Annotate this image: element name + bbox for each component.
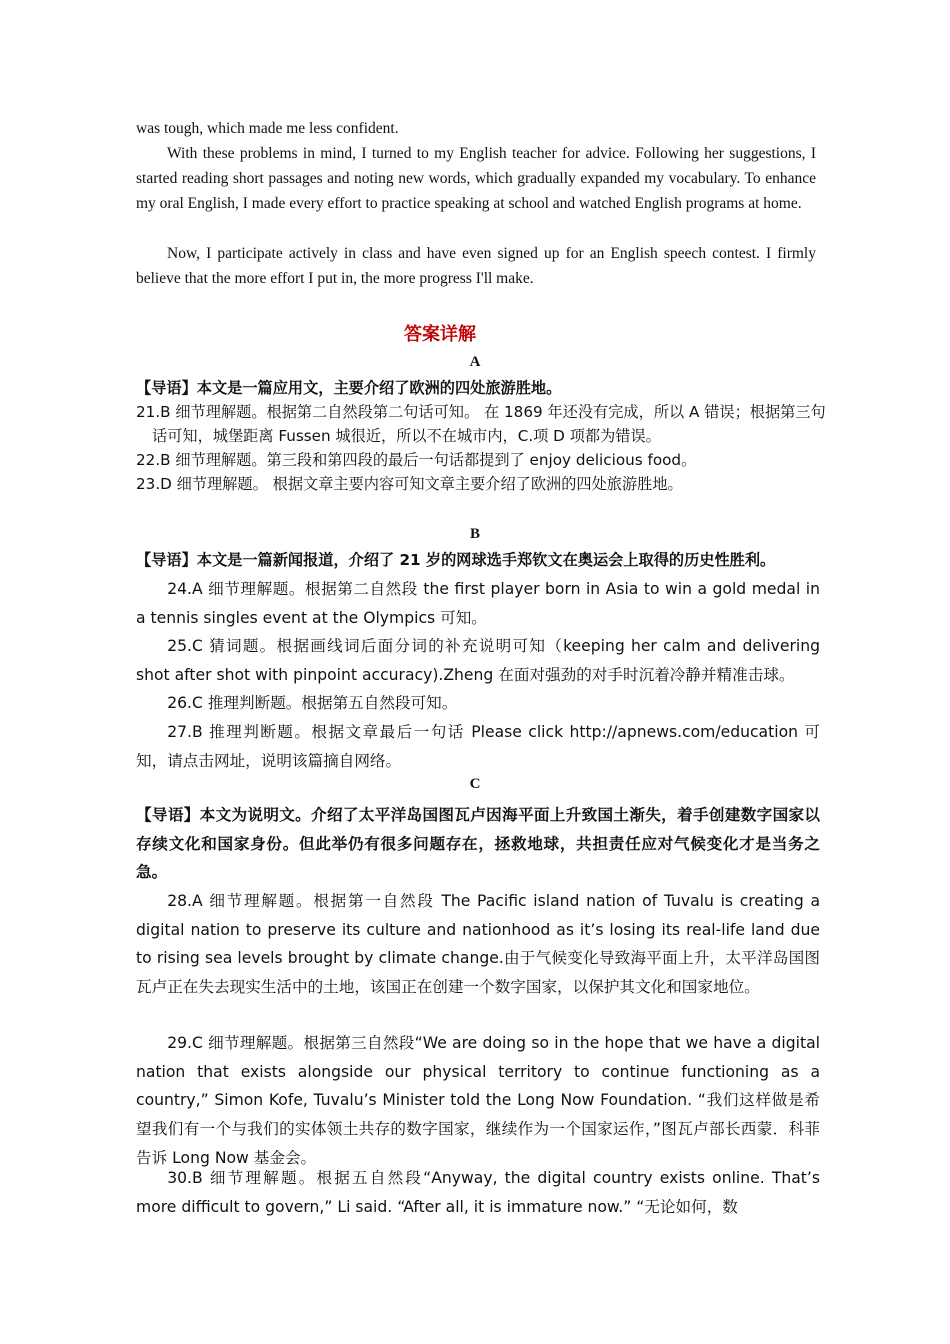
answers-heading: 答案详解 bbox=[404, 324, 476, 345]
section-c-letter: C bbox=[469, 776, 481, 792]
section-a-intro: 【导语】本文是一篇应用文，主要介绍了欧洲的四处旅游胜地。 bbox=[136, 379, 562, 397]
answer-22: 22.B 细节理解题。第三段和第四段的最后一句话都提到了 enjoy delicious food。 bbox=[136, 451, 697, 469]
answer-28: 28.A 细节理解题。根据第一自然段 The Pacific island nation of Tuvalu is creating a digital nation to preserve its culture and nationhood as it’s losing its real-life land due to rising sea levels brought by climate change.由于气候变化导致海平面上升，太平洋岛国图瓦卢正在失去现实生活中的土地，该国正在创建一个数字国家，以保护其文化和国家地位。 bbox=[136, 892, 820, 997]
section-b-intro: 【导语】本文是一篇新闻报道，介绍了 21 岁的网球选手郑钦文在奥运会上取得的历史性胜利。 bbox=[136, 551, 776, 569]
answer-21: 21.B 细节理解题。根据第二自然段第二句话可知。 在 1869 年还没有完成，所以 A 错误；根据第三句话可知，城堡距离 Fussen 城很近，所以不在城市内，C.项 D 项都为错误。 bbox=[136, 403, 826, 445]
section-b-letter: B bbox=[469, 526, 480, 542]
answer-29: 29.C 细节理解题。根据第三自然段“We are doing so in the hope that we have a digital nation that exists alongside our physical territory to continue functioning as a country,” Simon Kofe, Tuvalu’s Minister told the Long Now Foundation. “我们这样做是希望我们有一个与我们的实体领土共存的数字国家，继续作为一个国家运作，”图瓦卢部长西蒙．科菲告诉 Long Now 基金会。 bbox=[136, 1034, 820, 1167]
section-c-intro: 【导语】本文为说明文。介绍了太平洋岛国图瓦卢因海平面上升致国土渐失，着手创建数字国家以存续文化和国家身份。但此举仍有很多问题存在，拯救地球，共担责任应对气候变化才是当务之急。 bbox=[136, 806, 820, 882]
essay-paragraph-3: Now, I participate actively in class and have even signed up for an English speech contest. I firmly believe that the more effort I put in, the more progress I'll make. bbox=[136, 245, 816, 287]
section-a-letter: A bbox=[469, 354, 481, 370]
answer-30: 30.B 细节理解题。根据五自然段“Anyway, the digital country exists online. That’s more difficult to govern,” Li said. “After all, it is immature now.” “无论如何，数 bbox=[136, 1169, 820, 1216]
essay-paragraph-2: With these problems in mind, I turned to my English teacher for advice. Following her suggestions, I started reading short passages and noting new words, which gradually expanded my vocabulary. To enhance my oral English, I made every effort to practice speaking at school and watched English programs at home. bbox=[136, 145, 816, 212]
answer-23: 23.D 细节理解题。 根据文章主要内容可知文章主要介绍了欧洲的四处旅游胜地。 bbox=[136, 475, 683, 493]
answer-27: 27.B 推理判断题。根据文章最后一句话 Please click http://apnews.com/education 可知，请点击网址，说明该篇摘自网络。 bbox=[136, 723, 820, 770]
answer-26: 26.C 推理判断题。根据第五自然段可知。 bbox=[167, 694, 458, 712]
answer-24: 24.A 细节理解题。根据第二自然段 the first player born in Asia to win a gold medal in a tennis singles event at the Olympics 可知。 bbox=[136, 580, 820, 627]
essay-paragraph-1: was tough, which made me less confident. bbox=[136, 120, 399, 137]
answer-25: 25.C 猜词题。根据画线词后面分词的补充说明可知（keeping her calm and delivering shot after shot with pinpoint accuracy).Zheng 在面对强劲的对手时沉着冷静并精准击球。 bbox=[136, 637, 820, 684]
